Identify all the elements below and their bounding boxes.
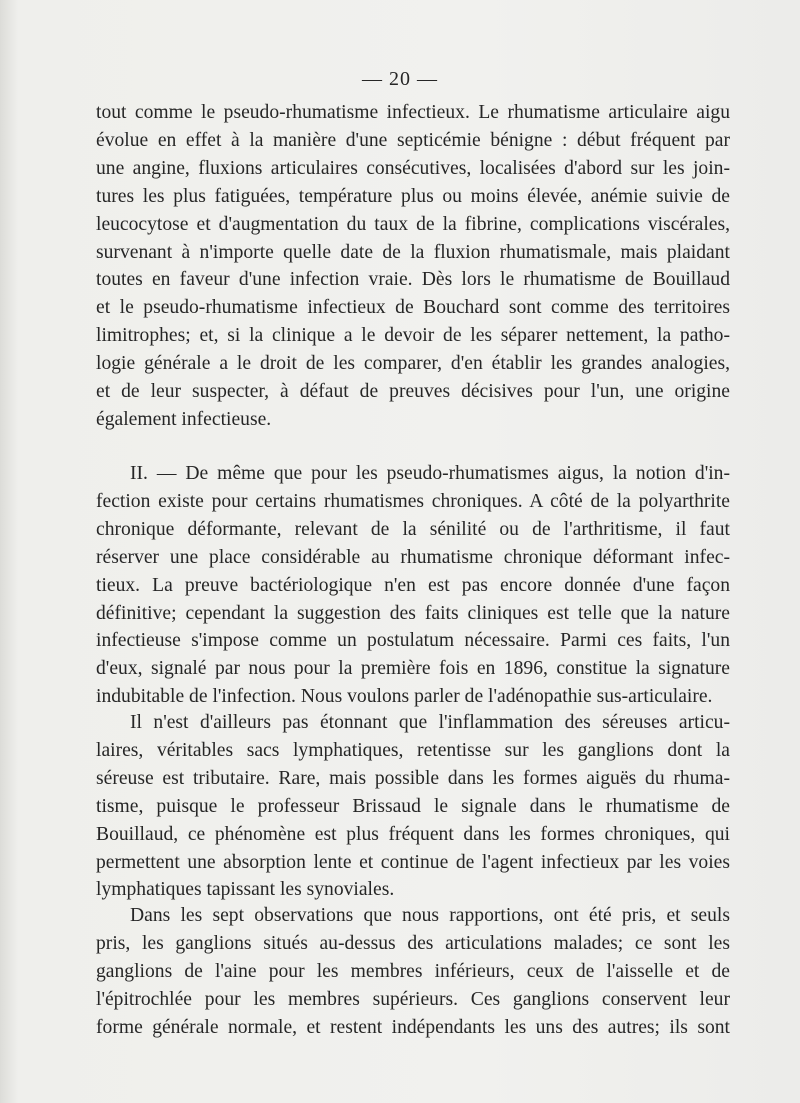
text-line: forme générale normale, et restent indépendants les uns des autres; ils sont — [96, 1016, 730, 1038]
text-line: laires, véritables sacs lymphatiques, retentisse sur les ganglions dont la — [96, 739, 730, 761]
page-number: — 20 — — [362, 68, 438, 90]
text-line: indubitable de l'infection. Nous voulons parler de l'adénopathie sus-articulaire. — [96, 686, 713, 708]
text-line: Bouillaud, ce phénomène est plus fréquent dans les formes chroniques, qui — [96, 823, 730, 845]
text-line: lymphatiques tapissant les synoviales. — [96, 879, 395, 901]
text-line: logie générale a le droit de les comparer, d'en établir les grandes analogies, — [96, 353, 730, 375]
text-line: d'eux, signalé par nous pour la première fois en 1896, constitue la signature — [96, 658, 730, 680]
text-line: II. — De même que pour les pseudo-rhumatismes aigus, la notion d'in- — [130, 463, 730, 484]
text-line: une angine, fluxions articulaires consécutives, localisées d'abord sur les join- — [96, 157, 730, 179]
text-line: toutes en faveur d'une infection vraie. Dès lors le rhumatisme de Bouillaud — [96, 269, 730, 291]
text-line: Il n'est d'ailleurs pas étonnant que l'inflammation des séreuses articu- — [130, 712, 730, 733]
text-line: chronique déformante, relevant de la sénilité ou de l'arthritisme, il faut — [96, 518, 730, 540]
paragraph — [96, 709, 730, 904]
text-line: ganglions de l'aine pour les membres inférieurs, ceux de l'aisselle et de — [96, 960, 730, 982]
text-line: infectieuse s'impose comme un postulatum nécessaire. Parmi ces faits, l'un — [96, 630, 730, 652]
text-line: séreuse est tributaire. Rare, mais possible dans les formes aiguës du rhuma- — [96, 767, 730, 789]
text-line: pris, les ganglions situés au-dessus des articulations malades; ce sont les — [96, 932, 730, 954]
text-line: l'épitrochlée pour les membres supérieurs. Ces ganglions conservent leur — [96, 988, 730, 1010]
text-line: réserver une place considérable au rhumatisme chronique déformant infec- — [96, 546, 730, 568]
text-line: définitive; cependant la suggestion des faits cliniques est telle que la nature — [96, 602, 730, 624]
text-line: tisme, puisque le professeur Brissaud le signale dans le rhumatisme de — [96, 795, 730, 817]
text-line: et le pseudo-rhumatisme infectieux de Bouchard sont comme des territoires — [96, 297, 730, 319]
text-line: limitrophes; et, si la clinique a le devoir de les séparer nettement, la patho- — [96, 325, 730, 347]
text-line: tout comme le pseudo-rhumatisme infectieux. Le rhumatisme articulaire aigu — [96, 102, 730, 123]
text-line: Dans les sept observations que nous rapportions, ont été pris, et seuls — [130, 905, 730, 926]
paragraph — [96, 99, 730, 434]
text-line: également infectieuse. — [96, 408, 272, 430]
text-line: fection existe pour certains rhumatismes chroniques. A côté de la polyarthrite — [96, 490, 730, 512]
text-line: survenant à n'importe quelle date de la fluxion rhumatismale, mais plaidant — [96, 241, 730, 263]
paragraph — [96, 902, 730, 1042]
text-line: évolue en effet à la manière d'une septicémie bénigne : début fréquent par — [96, 129, 730, 151]
paragraph — [96, 460, 730, 711]
text-line: leucocytose et d'augmentation du taux de la fibrine, complications viscérales, — [96, 213, 730, 235]
text-line: et de leur suspecter, à défaut de preuves décisives pour l'un, une origine — [96, 381, 730, 403]
text-line: tieux. La preuve bactériologique n'en est pas encore donnée d'une façon — [96, 574, 730, 596]
text-line: permettent une absorption lente et continue de l'agent infectieux par les voies — [96, 851, 730, 873]
text-line: tures les plus fatiguées, température plus ou moins élevée, anémie suivie de — [96, 185, 730, 207]
